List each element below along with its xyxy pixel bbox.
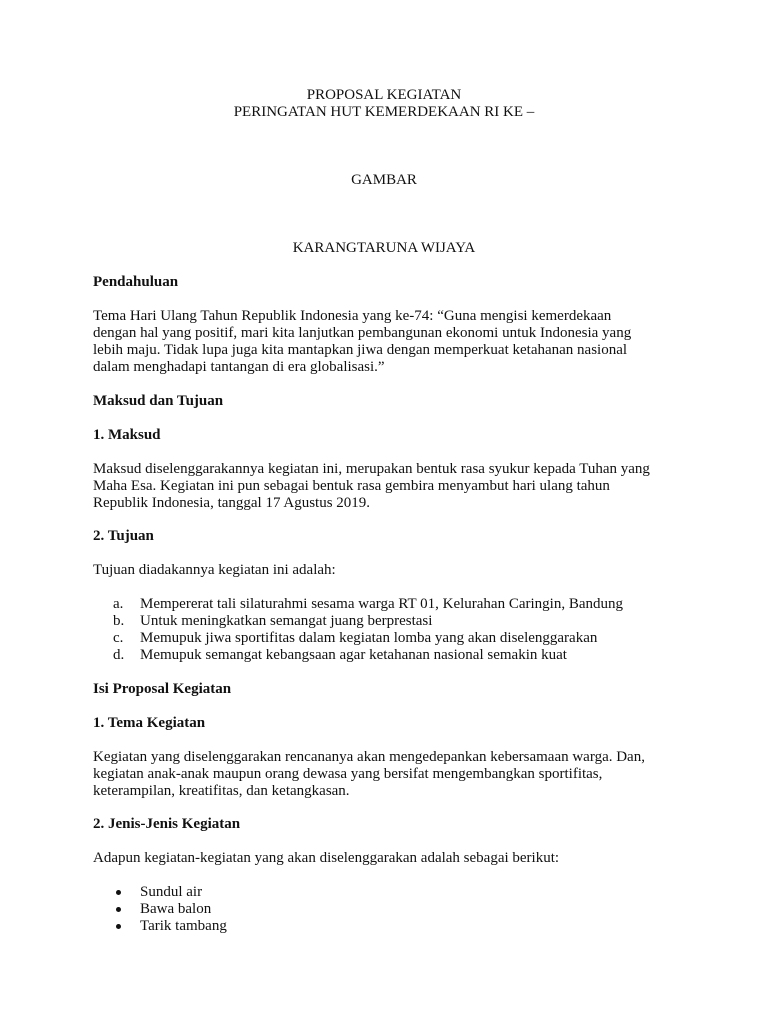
list-item-text: Mempererat tali silaturahmi sesama warga RT 01, Kelurahan Caringin, Bandung <box>140 596 623 612</box>
maksud-paragraph <box>93 461 683 512</box>
paragraph-line: kegiatan anak-anak maupun orang dewasa yang bersifat mengembangkan sportifitas, <box>93 766 603 782</box>
bullet-item <box>113 918 673 935</box>
paragraph-line: Maha Esa. Kegiatan ini pun sebagai bentuk rasa gembira menyambut hari ulang tahun <box>93 478 610 494</box>
paragraph-line: dalam menghadapi tantangan di era globalisasi.” <box>93 359 385 375</box>
list-item-text: Memupuk semangat kebangsaan agar ketahanan nasional semakin kuat <box>140 647 567 663</box>
paragraph-line: Kegiatan yang diselenggarakan rencananya akan mengedepankan kebersamaan warga. Dan, <box>93 749 645 765</box>
bullet-item <box>113 884 673 901</box>
bullet-icon <box>116 924 121 929</box>
subheading-jenis-kegiatan: 2. Jenis-Jenis Kegiatan <box>93 816 241 832</box>
list-item-text: Memupuk jiwa sportifitas dalam kegiatan lomba yang akan diselenggarakan <box>140 630 598 646</box>
bullet-item <box>113 901 673 918</box>
subheading-tujuan: 2. Tujuan <box>93 528 154 544</box>
section-heading-pendahuluan: Pendahuluan <box>93 274 179 290</box>
jenis-intro: Adapun kegiatan-kegiatan yang akan diselenggarakan adalah sebagai berikut: <box>93 850 560 866</box>
pendahuluan-paragraph <box>93 308 683 376</box>
paragraph-line: Republik Indonesia, tanggal 17 Agustus 2019. <box>93 495 371 511</box>
proposal-subtitle: PERINGATAN HUT KEMERDEKAAN RI KE – <box>233 104 535 120</box>
list-marker: c. <box>113 630 124 646</box>
paragraph-line: Tema Hari Ulang Tahun Republik Indonesia yang ke-74: “Guna mengisi kemerdekaan <box>93 308 612 324</box>
bullet-item-text: Bawa balon <box>140 901 212 917</box>
bullet-icon <box>116 907 121 912</box>
bullet-icon <box>116 890 121 895</box>
bullet-item-text: Sundul air <box>140 884 203 900</box>
list-item <box>113 647 673 664</box>
list-marker: d. <box>113 647 125 663</box>
image-placeholder-text: GAMBAR <box>351 172 417 188</box>
list-marker: a. <box>113 596 124 612</box>
list-item-text: Untuk meningkatkan semangat juang berprestasi <box>140 613 433 629</box>
list-item <box>113 596 673 613</box>
paragraph-line: dengan hal yang positif, mari kita lanjutkan pembangunan ekonomi untuk Indonesia yang <box>93 325 632 341</box>
paragraph-line: Maksud diselenggarakannya kegiatan ini, merupakan bentuk rasa syukur kepada Tuhan yang <box>93 461 650 477</box>
organization-name: KARANGTARUNA WIJAYA <box>292 240 476 256</box>
list-item <box>113 630 673 647</box>
paragraph-line: keterampilan, kreatifitas, dan ketangkasan. <box>93 783 350 799</box>
bullet-item-text: Tarik tambang <box>140 918 227 934</box>
proposal-title: PROPOSAL KEGIATAN <box>306 87 462 103</box>
list-marker: b. <box>113 613 125 629</box>
subheading-tema-kegiatan: 1. Tema Kegiatan <box>93 715 206 731</box>
section-heading-maksud-tujuan: Maksud dan Tujuan <box>93 393 224 409</box>
tujuan-intro: Tujuan diadakannya kegiatan ini adalah: <box>93 562 336 578</box>
tema-paragraph <box>93 749 683 800</box>
paragraph-line: lebih maju. Tidak lupa juga kita mantapkan jiwa dengan memperkuat ketahanan nasional <box>93 342 628 358</box>
section-heading-isi-proposal: Isi Proposal Kegiatan <box>93 681 232 697</box>
list-item <box>113 613 673 630</box>
subheading-maksud: 1. Maksud <box>93 427 161 443</box>
